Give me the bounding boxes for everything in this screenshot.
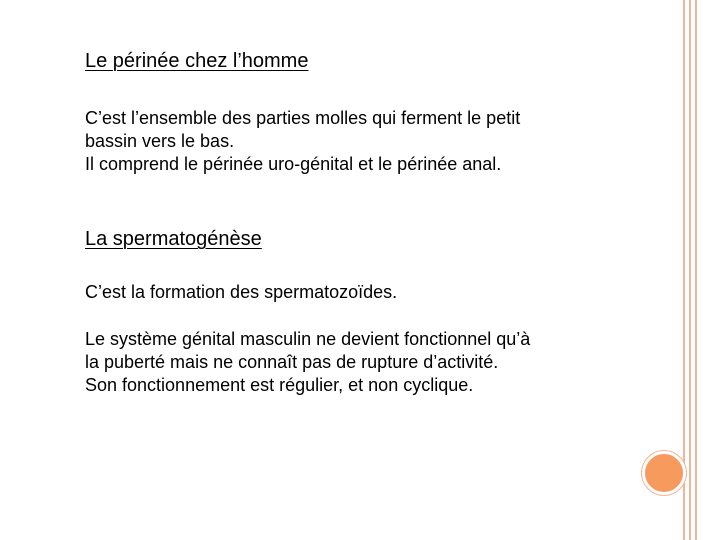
paragraph-line: C’est la formation des spermatozoïdes. (85, 282, 398, 302)
paragraph-line: C’est l’ensemble des parties molles qui ferment le petit (85, 108, 521, 128)
circle-ornament (642, 451, 686, 495)
section-heading-spermatogenese: La spermatogénèse (85, 228, 262, 250)
section-heading-perinee: Le périnée chez l’homme (85, 50, 309, 72)
decorative-vertical-rule (683, 0, 685, 540)
paragraph-line: Le système génital masculin ne devient fonctionnel qu’à (85, 329, 531, 349)
paragraph-perinee (85, 107, 520, 176)
decorative-vertical-rule (695, 0, 697, 540)
paragraph-line: la puberté mais ne connaît pas de rupture d’activité. (85, 352, 499, 372)
paragraph-line: bassin vers le bas. (85, 131, 235, 151)
paragraph-formation (85, 281, 397, 304)
decorative-vertical-rule (689, 0, 691, 540)
paragraph-line: Il comprend le périnée uro-génital et le périnée anal. (85, 154, 502, 174)
paragraph-systeme-genital (85, 328, 530, 397)
paragraph-line: Son fonctionnement est régulier, et non cyclique. (85, 375, 474, 395)
